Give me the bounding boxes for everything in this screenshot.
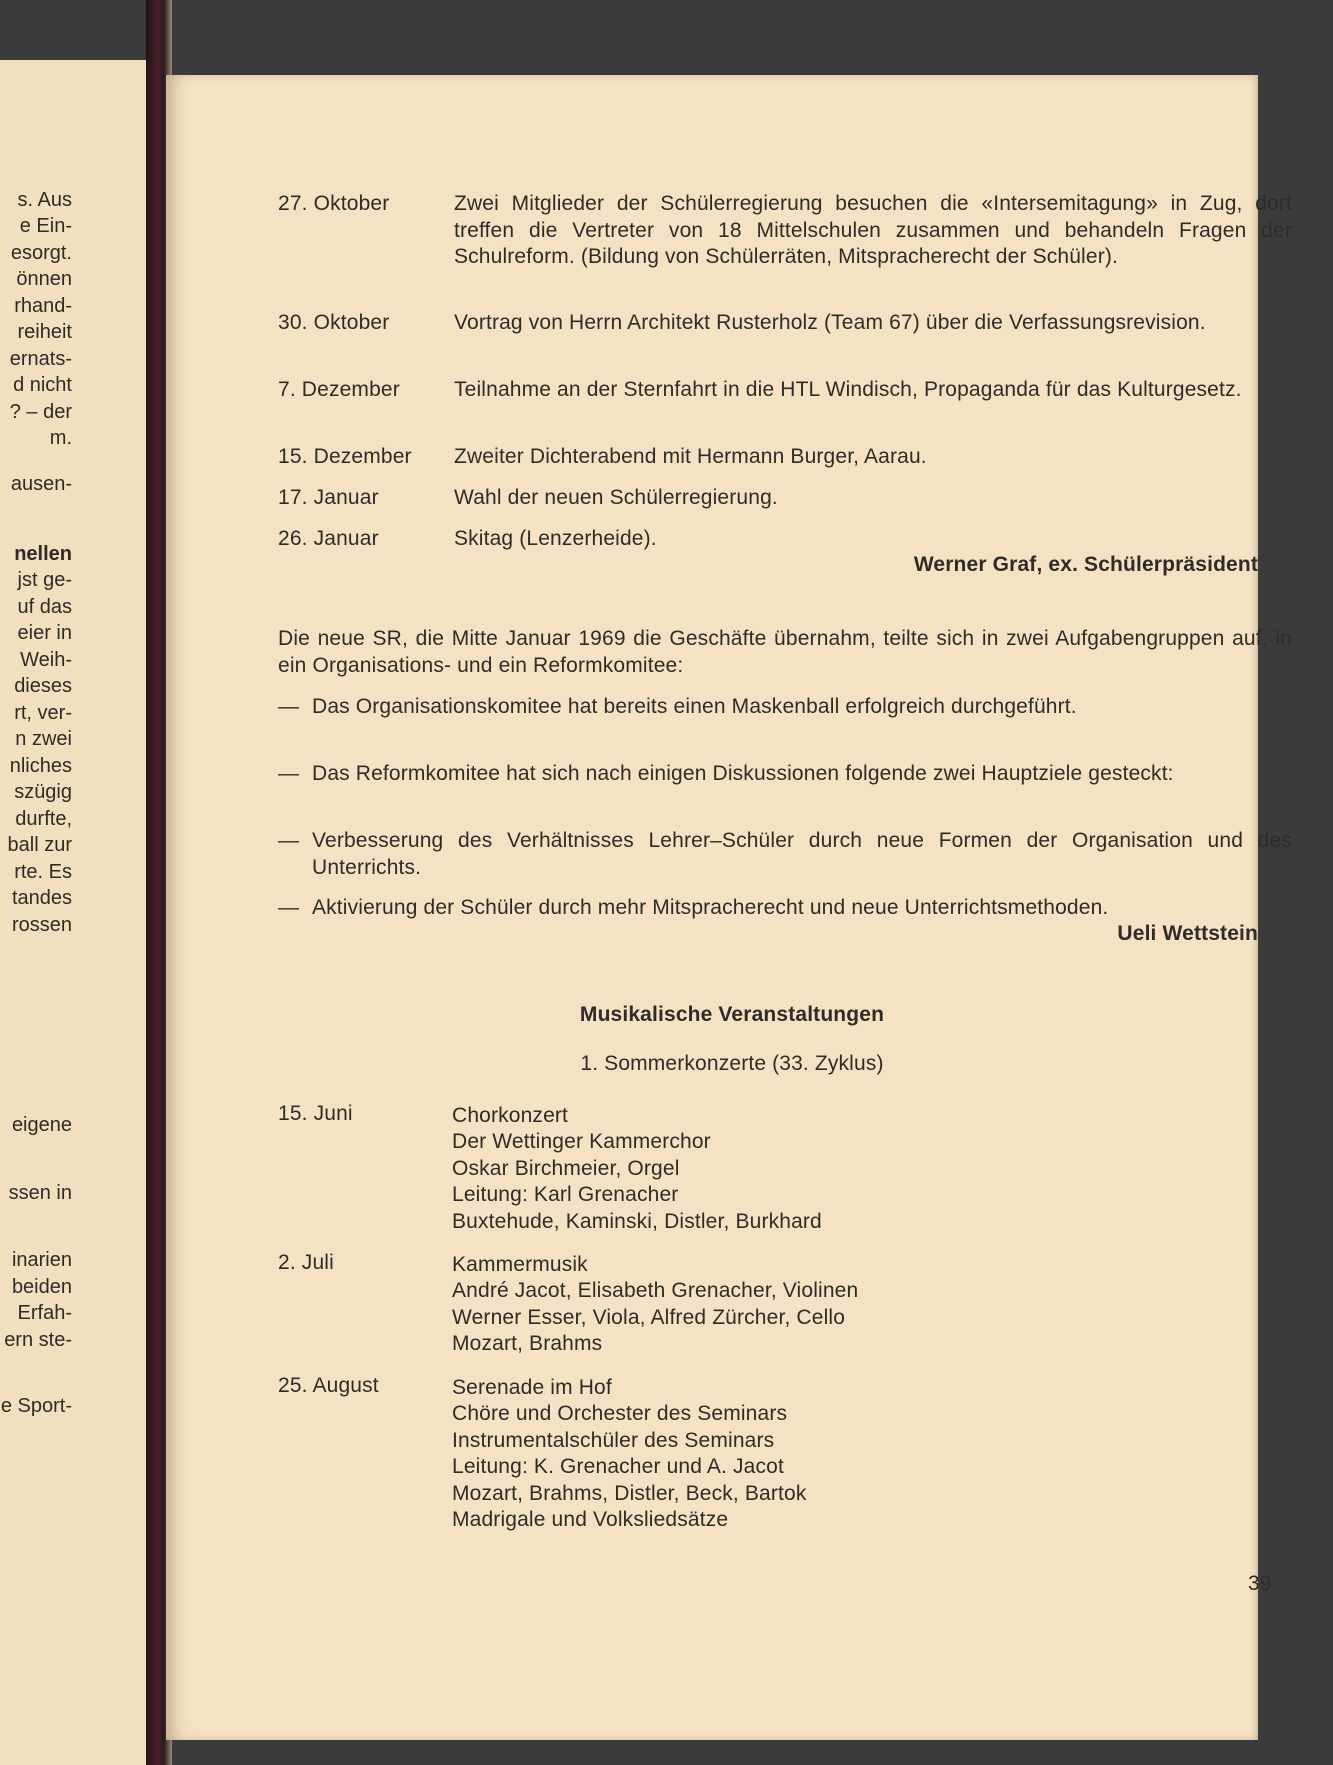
concert-date: 2. Juli	[278, 1251, 334, 1274]
timeline-date: 15. Dezember	[278, 445, 412, 468]
left-fragment: reiheit	[17, 321, 72, 343]
left-fragment: inarien	[11, 1249, 72, 1271]
left-fragment: s. Aus	[17, 189, 72, 211]
list-item: Verbesserung des Verhältnisses Lehrer–Schüler durch neue Formen der Organisation und des Unterrichts.	[312, 829, 1292, 879]
concert-line: Leitung: Karl Grenacher	[452, 1183, 679, 1206]
left-fragment: Erfah-	[17, 1302, 72, 1324]
concert-line: Buxtehude, Kaminski, Distler, Burkhard	[452, 1210, 822, 1233]
concert-line: André Jacot, Elisabeth Grenacher, Violinen	[452, 1279, 859, 1302]
left-fragment: uf das	[17, 596, 72, 618]
page-number: 39	[1248, 1572, 1272, 1595]
left-fragment: rhand-	[14, 295, 72, 317]
concert-line: Oskar Birchmeier, Orgel	[452, 1157, 680, 1180]
list-dash: —	[278, 695, 299, 718]
left-fragment: e Sport-	[0, 1395, 72, 1417]
intro-paragraph: Die neue SR, die Mitte Januar 1969 die Geschäfte übernahm, teilte sich in zwei Aufgabengruppen auf, in ein Organisations- und ein Reformkomitee:	[278, 627, 1292, 677]
left-fragment: ssen in	[8, 1182, 72, 1204]
concert-date: 25. August	[278, 1374, 379, 1397]
left-fragment: jst ge-	[17, 569, 72, 591]
concert-line: Madrigale und Volksliedsätze	[452, 1508, 729, 1531]
left-fragment: d nicht	[13, 374, 72, 396]
left-fragment: e Ein-	[19, 215, 72, 237]
list-dash: —	[278, 829, 299, 852]
timeline-date: 30. Oktober	[278, 311, 390, 334]
timeline-text: Zweiter Dichterabend mit Hermann Burger, Aarau.	[454, 445, 927, 468]
concert-line: Mozart, Brahms, Distler, Beck, Bartok	[452, 1482, 807, 1505]
left-fragment: ausen-	[10, 473, 72, 495]
left-fragment: ball zur	[7, 834, 72, 856]
timeline-text: Vortrag von Herrn Architekt Rusterholz (Team 67) über die Verfassungsrevision.	[454, 311, 1206, 334]
left-fragment: dieses	[14, 675, 72, 697]
left-fragment: rte. Es	[14, 861, 72, 883]
left-fragment: beiden	[11, 1276, 72, 1298]
left-fragment: szügig	[14, 781, 72, 803]
timeline-text: Wahl der neuen Schülerregierung.	[454, 486, 778, 509]
concert-date: 15. Juni	[278, 1102, 353, 1125]
left-fragment: rossen	[11, 914, 72, 936]
concert-line: Mozart, Brahms	[452, 1332, 603, 1355]
left-fragment: nellen	[14, 543, 72, 565]
concert-line: Leitung: K. Grenacher und A. Jacot	[452, 1455, 784, 1478]
concert-line: Chorkonzert	[452, 1104, 569, 1127]
left-fragment: Weih-	[20, 649, 72, 671]
left-fragment: önnen	[16, 268, 72, 290]
concert-line: Serenade im Hof	[452, 1376, 612, 1399]
left-fragment: tandes	[11, 887, 72, 909]
section-title: Musikalische Veranstaltungen	[579, 1003, 885, 1026]
left-page	[0, 60, 158, 1765]
section-subtitle: 1. Sommerkonzerte (33. Zyklus)	[580, 1052, 884, 1075]
concert-line: Werner Esser, Viola, Alfred Zürcher, Cello	[452, 1306, 846, 1329]
left-fragment: ern ste-	[4, 1329, 72, 1351]
timeline-date: 26. Januar	[278, 527, 379, 550]
timeline-date: 17. Januar	[278, 486, 379, 509]
list-item: Das Reformkomitee hat sich nach einigen Diskussionen folgende zwei Hauptziele gesteckt:	[312, 762, 1174, 785]
list-item: Das Organisationskomitee hat bereits einen Maskenball erfolgreich durchgeführt.	[312, 695, 1077, 718]
concert-line: Kammermusik	[452, 1253, 588, 1276]
left-fragment: esorgt.	[10, 242, 72, 264]
list-dash: —	[278, 896, 299, 919]
left-fragment: eier in	[17, 622, 72, 644]
left-fragment: eigene	[11, 1114, 72, 1136]
timeline-text: Skitag (Lenzerheide).	[454, 527, 657, 550]
left-fragment: ? – der	[9, 401, 72, 423]
left-fragment: n zwei	[15, 728, 72, 750]
timeline-date: 27. Oktober	[278, 192, 390, 215]
concert-line: Der Wettinger Kammerchor	[452, 1130, 711, 1153]
concert-line: Chöre und Orchester des Seminars	[452, 1402, 788, 1425]
concert-line: Instrumentalschüler des Seminars	[452, 1429, 775, 1452]
list-item: Aktivierung der Schüler durch mehr Mitspracherecht und neue Unterrichtsmethoden.	[312, 896, 1109, 919]
left-fragment: durfte,	[15, 808, 72, 830]
left-fragment: rt, ver-	[14, 702, 72, 724]
left-fragment: ernats-	[9, 348, 72, 370]
signature-werner-graf: Werner Graf, ex. Schülerpräsident	[913, 553, 1258, 576]
left-fragment: m.	[49, 427, 72, 449]
timeline-text: Teilnahme an der Sternfahrt in die HTL Windisch, Propaganda für das Kulturgesetz.	[454, 378, 1242, 401]
timeline-text: Zwei Mitglieder der Schülerregierung besuchen die «Intersemitagung» in Zug, dort treffen die Vertreter von 18 Mittelschulen zusammen und behandeln Fragen der Schulreform. (Bildung von Schülerräten, Mitspracherecht der Schüler).	[454, 192, 1292, 268]
left-fragment: nliches	[9, 755, 72, 777]
list-dash: —	[278, 762, 299, 785]
signature-ueli-wettstein: Ueli Wettstein	[1117, 922, 1258, 945]
right-page	[166, 75, 1292, 1740]
timeline-date: 7. Dezember	[278, 378, 400, 401]
